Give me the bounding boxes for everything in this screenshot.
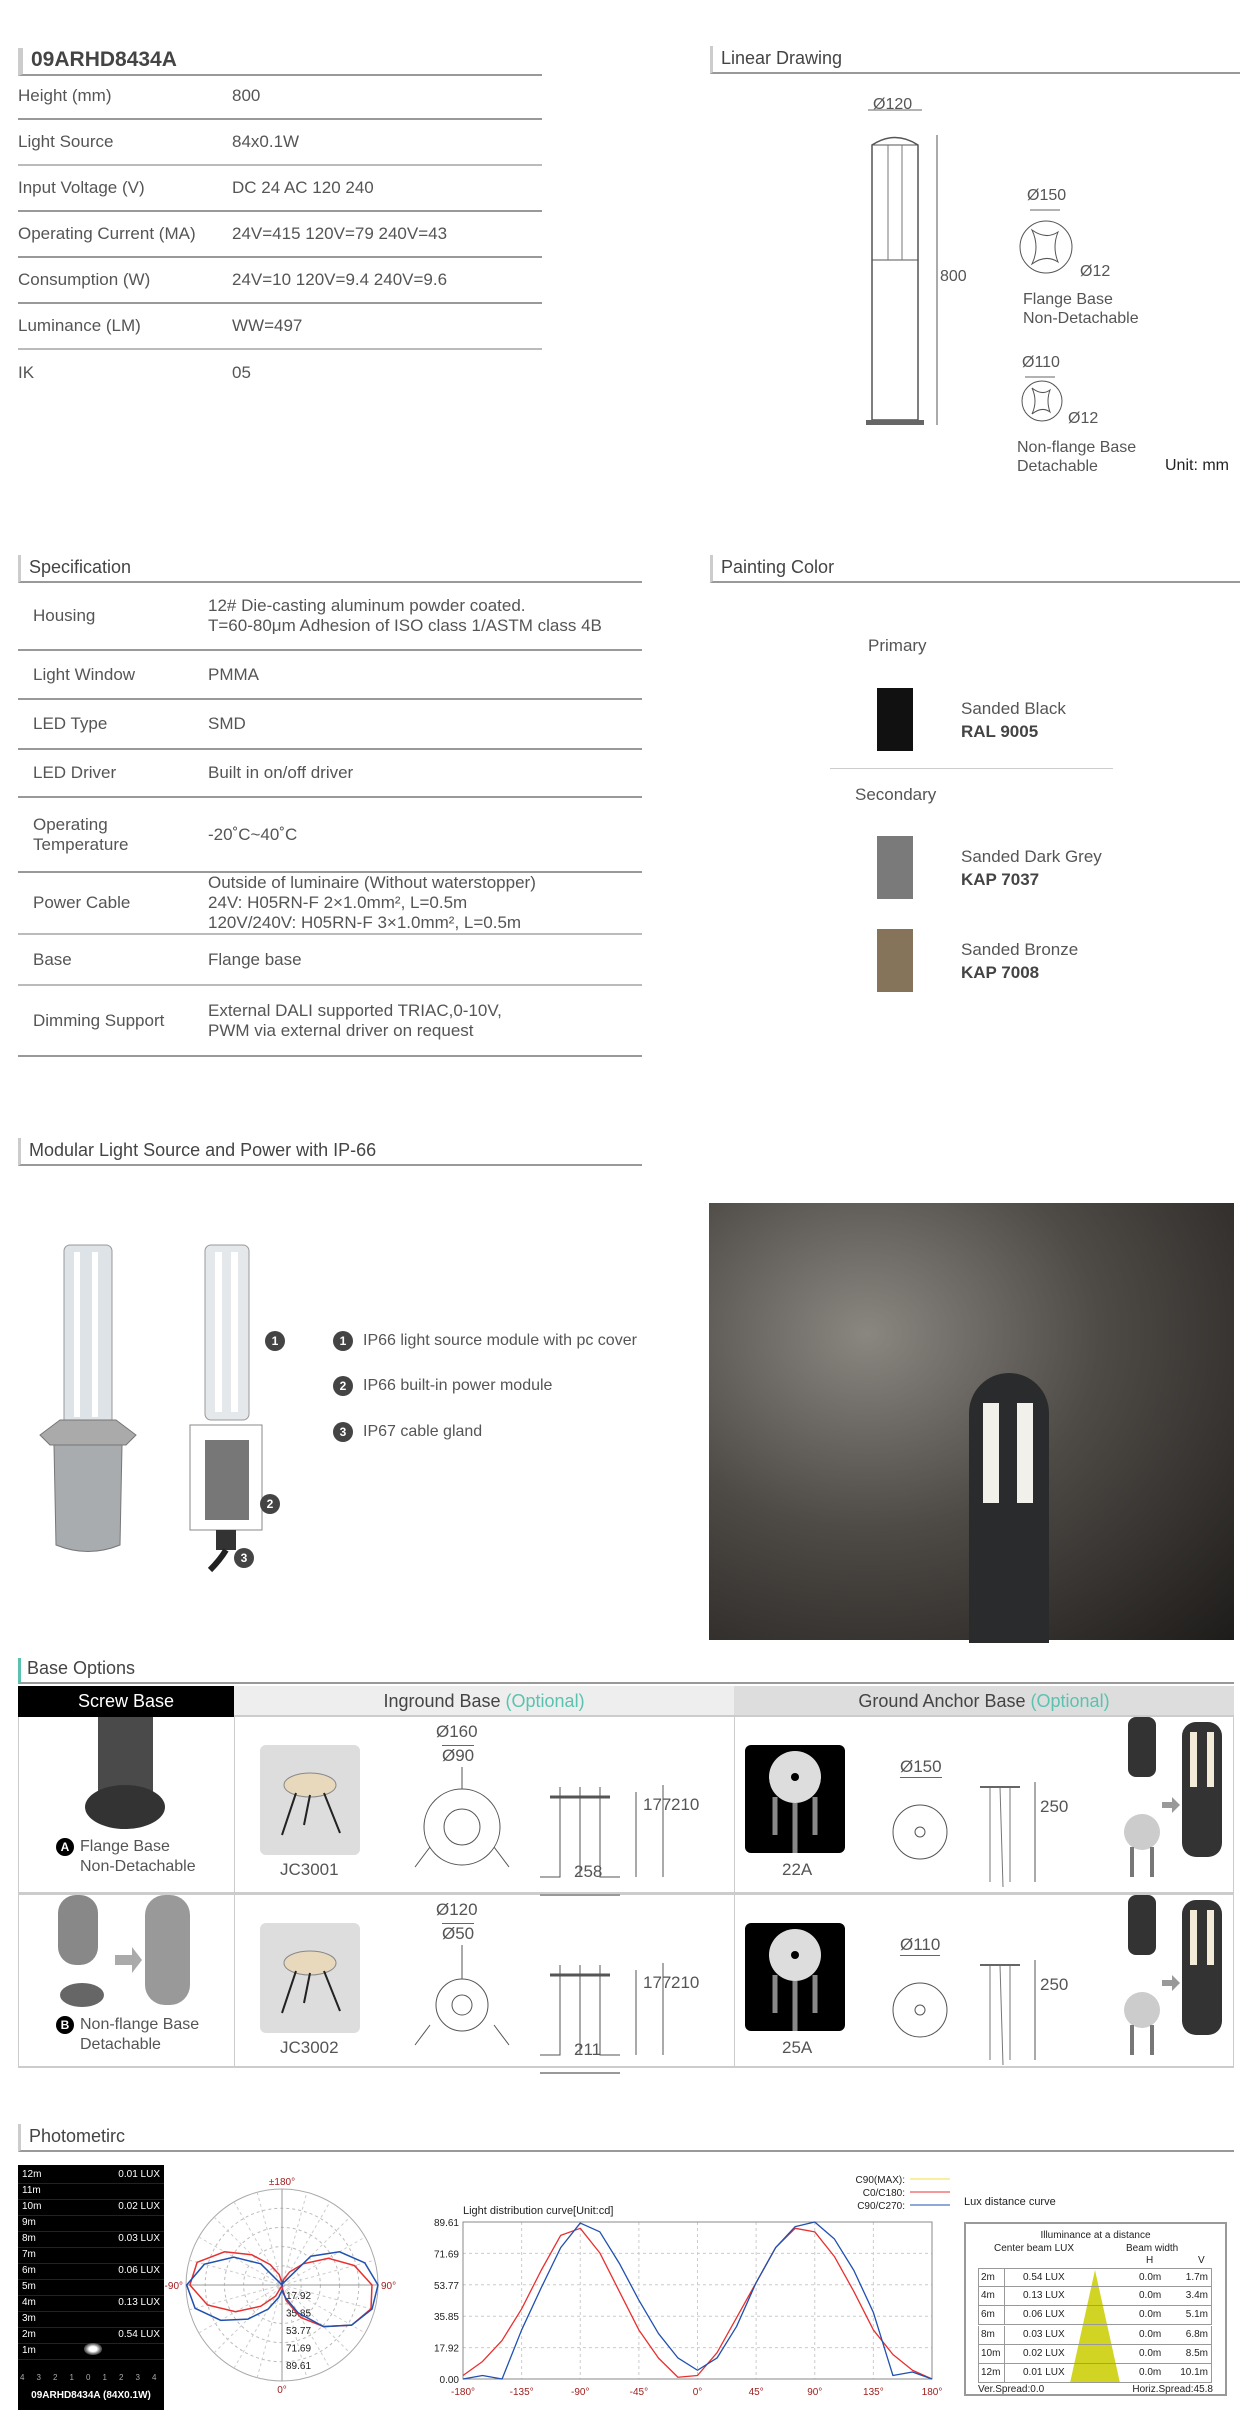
- lux-distance: 8m: [981, 2328, 995, 2340]
- tab-inground-base[interactable]: Inground Base (Optional): [234, 1686, 734, 1717]
- light-distribution-chart: [420, 2165, 960, 2410]
- grid-line: [18, 2327, 164, 2328]
- lux-value: 0.13 LUX: [1023, 2290, 1065, 2302]
- base-option-label: [56, 1837, 196, 1877]
- spec-row: [18, 74, 542, 120]
- spec-value: 84x0.1W: [232, 132, 300, 151]
- polar-radius-label: 71.69: [286, 2343, 312, 2355]
- grid-line: [18, 2199, 164, 2200]
- spec-value-line: 12# Die-casting aluminum powder coated.: [208, 596, 526, 615]
- spec-label: Input Voltage (V): [18, 178, 145, 197]
- module-item-number: 2: [333, 1376, 353, 1396]
- base-product-image: [40, 1717, 210, 1837]
- inground-model: JC3002: [280, 2038, 339, 2057]
- lux-value: 0.03 LUX: [1023, 2328, 1065, 2340]
- x-tick: 1: [69, 2373, 74, 2382]
- color-swatch: [877, 929, 913, 992]
- distance-label: 7m: [22, 2249, 36, 2260]
- grid-line: [18, 2295, 164, 2296]
- inground-width: 211: [574, 2040, 602, 2059]
- anchor-base-image: [745, 1923, 845, 2031]
- lux-distance: 10m: [981, 2347, 1001, 2359]
- color-code: KAP 7037: [961, 870, 1040, 889]
- color-swatch: [877, 688, 913, 751]
- lux-table: [964, 2222, 1227, 2396]
- module-item: [333, 1331, 637, 1351]
- inground-inner-dia: Ø90: [442, 1746, 475, 1765]
- base-option-label: [56, 2015, 199, 2055]
- anchor-dia: Ø110: [900, 1935, 941, 1954]
- module-item: [333, 1376, 552, 1396]
- y-tick-label: 53.77: [433, 2280, 459, 2292]
- beam-h: 0.0m: [1139, 2272, 1162, 2283]
- polar-chart: [164, 2175, 397, 2405]
- polar-radius-label: 35.85: [286, 2308, 312, 2320]
- spec-label: Light Source: [18, 132, 114, 151]
- nonflange-dia: Ø110: [1022, 354, 1060, 371]
- distance-label: 9m: [22, 2217, 36, 2228]
- spec-value-line: Built in on/off driver: [208, 763, 354, 782]
- distance-label: 12m: [22, 2169, 42, 2180]
- anchor-dia: Ø150: [900, 1757, 942, 1776]
- nonflange-label: Non-flange Base Detachable: [1017, 439, 1137, 475]
- spec-row: [18, 304, 542, 350]
- spec-label: LED Driver: [33, 763, 117, 782]
- spec-label: Dimming Support: [33, 1010, 165, 1030]
- x-tick-label: 135°: [863, 2387, 884, 2398]
- secondary-label: Secondary: [855, 785, 937, 804]
- primary-label: Primary: [868, 636, 927, 655]
- light-spot: [84, 2343, 102, 2355]
- anchor-product-image: [1110, 1717, 1230, 1887]
- grid-line: [18, 2247, 164, 2248]
- anchor-drawing: [885, 1970, 1055, 2090]
- spec-value: 05: [232, 363, 251, 382]
- lux-distance: 4m: [981, 2290, 995, 2302]
- base-label-2: Detachable: [80, 2036, 161, 2053]
- lux-table-row: [978, 2364, 1212, 2383]
- spec-label: Height (mm): [18, 86, 112, 105]
- linear-drawing-header: Linear Drawing: [710, 46, 1240, 74]
- specification-row: [18, 700, 642, 750]
- lux-table-row: [978, 2268, 1212, 2287]
- spec-label: Operating Temperature: [33, 814, 129, 854]
- flange-label: Flange Base Non-Detachable: [1023, 291, 1139, 327]
- base-label-1: Non-flange Base: [80, 2016, 200, 2033]
- lux-value: 0.01 LUX: [1023, 2367, 1065, 2378]
- spec-value-line: PMMA: [208, 664, 259, 684]
- spec-value: 800: [232, 86, 261, 105]
- spec-row: [18, 166, 542, 212]
- dim-diameter: Ø120: [873, 96, 913, 113]
- lux-table-row: [978, 2287, 1212, 2306]
- lux-distance: 6m: [981, 2309, 995, 2321]
- x-tick-label: 0°: [692, 2387, 703, 2398]
- grid-line: [18, 2231, 164, 2232]
- lux-distance: 12m: [981, 2367, 1001, 2378]
- distance-label: 2m: [22, 2329, 36, 2340]
- spec-value-line: 120V/240V: H05RN-F 3×1.0mm², L=0.5m: [208, 913, 522, 932]
- unit-label: Unit: mm: [1165, 457, 1229, 474]
- spec-value: [208, 1001, 502, 1041]
- distance-label: 5m: [22, 2281, 36, 2292]
- x-tick-label: 180°: [921, 2387, 943, 2398]
- specification-header: Specification: [18, 555, 642, 583]
- x-tick: 2: [53, 2373, 58, 2382]
- y-tick-label: 35.85: [433, 2312, 459, 2324]
- polar-angle-label: ±180°: [268, 2177, 296, 2188]
- beam-v: 6.8m: [1185, 2328, 1208, 2340]
- spec-value-line: PWM via external driver on request: [208, 1020, 474, 1040]
- base-badge: A: [56, 1838, 74, 1856]
- x-tick: 3: [36, 2373, 41, 2382]
- beam-v: 3.4m: [1185, 2290, 1208, 2302]
- spec-value: [208, 763, 353, 783]
- module-images: [30, 1240, 280, 1570]
- flange-hole: Ø12: [1080, 263, 1111, 280]
- lux-distance: 2m: [981, 2272, 995, 2283]
- lux-label: 0.06 LUX: [118, 2265, 160, 2276]
- grid-line: [18, 2359, 164, 2360]
- nonflange-hole: Ø12: [1068, 410, 1099, 427]
- module-item-number: 3: [333, 1422, 353, 1442]
- lux-table-head: Center beam LUX: [994, 2243, 1075, 2254]
- spec-label: IK: [18, 363, 35, 382]
- x-tick: 1: [102, 2373, 107, 2382]
- spec-label: Light Window: [33, 664, 136, 684]
- lux-table-head: Illuminance at a distance: [1040, 2230, 1151, 2241]
- chart-title: Light distribution curve[Unit:cd]: [463, 2205, 614, 2217]
- y-tick-label: 0.00: [439, 2375, 459, 2386]
- legend-label: C90(MAX):: [855, 2175, 905, 2186]
- lux-label: 0.54 LUX: [118, 2329, 160, 2340]
- spec-value-line: Outside of luminaire (Without waterstopper): [208, 873, 536, 892]
- anchor-height: 250: [1040, 1797, 1069, 1816]
- inground-base-image: [260, 1923, 360, 2033]
- beam-v: 10.1m: [1180, 2367, 1208, 2378]
- spec-value: 24V=10 120V=9.4 240V=9.6: [232, 270, 448, 289]
- spec-value-line: Flange base: [208, 949, 302, 969]
- y-tick-label: 71.69: [433, 2249, 459, 2261]
- callout-2: 2: [260, 1494, 280, 1514]
- polar-angle-label: 0°: [277, 2385, 287, 2396]
- grid-line: [18, 2311, 164, 2312]
- anchor-product-image: [1110, 1895, 1230, 2065]
- spec-label: LED Type: [33, 714, 108, 733]
- lux-table-row: [978, 2345, 1212, 2364]
- base-options-header: Base Options: [18, 1658, 1234, 1684]
- y-tick-label: 89.61: [433, 2218, 459, 2229]
- x-tick-label: -180°: [450, 2387, 476, 2398]
- base-label-2: Non-Detachable: [80, 1858, 196, 1875]
- dim-height: 800: [940, 268, 967, 285]
- color-code: KAP 7008: [961, 963, 1040, 982]
- inground-drawing: [410, 1945, 670, 2075]
- lux-table-head: V: [1198, 2255, 1205, 2266]
- module-item-text: IP66 built-in power module: [363, 1377, 553, 1394]
- base-label-1: Flange Base: [80, 1838, 170, 1855]
- distance-label: 11m: [22, 2185, 41, 2196]
- color-name: Sanded Black: [961, 699, 1066, 718]
- polar-radius-label: 89.61: [286, 2361, 312, 2372]
- lux-label: 0.13 LUX: [118, 2297, 160, 2308]
- x-tick-label: 45°: [748, 2387, 764, 2398]
- spec-value: DC 24 AC 120 240: [232, 178, 374, 197]
- tab-screw-base[interactable]: Screw Base: [18, 1686, 234, 1717]
- spec-label: Consumption (W): [18, 270, 151, 289]
- color-code: RAL 9005: [961, 722, 1039, 741]
- beam-h: 0.0m: [1139, 2367, 1162, 2378]
- grid-line: [18, 2263, 164, 2264]
- spec-value-line: External DALI supported TRIAC,0-10V,: [208, 1000, 502, 1020]
- color-divider: [830, 768, 1113, 769]
- specification-row: [18, 750, 642, 798]
- lux-grid-image: [18, 2165, 164, 2410]
- lux-label: 0.03 LUX: [118, 2233, 160, 2244]
- beam-v: 8.5m: [1185, 2347, 1208, 2359]
- distance-label: 4m: [22, 2297, 36, 2308]
- inground-height-1: 177: [643, 1973, 672, 1992]
- spec-value: 24V=415 120V=79 240V=43: [232, 224, 448, 243]
- beam-h: 0.0m: [1139, 2290, 1162, 2302]
- spec-row: [18, 212, 542, 258]
- beam-v: 5.1m: [1185, 2309, 1208, 2321]
- distance-label: 8m: [22, 2233, 36, 2244]
- base-product-image: [40, 1895, 210, 2015]
- spec-row: [18, 258, 542, 304]
- spec-value: WW=497: [232, 316, 303, 335]
- flange-dia: Ø150: [1027, 187, 1067, 204]
- anchor-height: 250: [1040, 1975, 1069, 1994]
- spec-value-line: 24V: H05RN-F 2×1.0mm², L=0.5m: [208, 893, 468, 912]
- color-name: Sanded Dark Grey: [961, 847, 1102, 866]
- module-item-text: IP66 light source module with pc cover: [363, 1332, 637, 1349]
- polar-radius-label: 53.77: [286, 2326, 312, 2337]
- x-tick: 2: [119, 2373, 124, 2382]
- x-tick-label: -90°: [571, 2387, 590, 2398]
- inground-inner-dia: Ø50: [442, 1924, 475, 1943]
- module-item: [333, 1422, 482, 1442]
- lux-label: 0.02 LUX: [118, 2201, 160, 2212]
- lux-table-row: [978, 2306, 1212, 2325]
- inground-height-2: 210: [671, 1795, 700, 1814]
- linear-drawing: [700, 90, 1250, 490]
- distance-label: 1m: [22, 2345, 36, 2356]
- beam-h: 0.0m: [1139, 2328, 1162, 2340]
- lux-value: 0.54 LUX: [1023, 2272, 1065, 2283]
- horiz-spread: Horiz.Spread:45.8: [1132, 2384, 1213, 2395]
- callout-3: 3: [234, 1548, 254, 1568]
- spec-label: Luminance (LM): [18, 316, 141, 335]
- base-badge: B: [56, 2016, 74, 2034]
- polar-angle-label: 90°: [381, 2281, 397, 2292]
- x-tick-label: -135°: [509, 2387, 534, 2398]
- inground-outer-dia: Ø160: [436, 1722, 478, 1741]
- specification-row: [18, 651, 642, 700]
- anchor-model: 22A: [782, 1860, 813, 1879]
- anchor-base-image: [745, 1745, 845, 1853]
- product-photo: [709, 1203, 1234, 1640]
- module-item-number: 1: [333, 1331, 353, 1351]
- distance-label: 3m: [22, 2313, 36, 2324]
- lux-distance-title: Lux distance curve: [964, 2196, 1056, 2208]
- lux-table-head: Beam width: [1126, 2243, 1179, 2254]
- x-tick: 4: [152, 2373, 157, 2382]
- spec-value-line: SMD: [208, 714, 246, 733]
- polar-angle-label: -90°: [164, 2281, 183, 2292]
- spec-value: [208, 665, 259, 685]
- specification-row: [18, 583, 642, 651]
- callout-1: 1: [265, 1331, 285, 1351]
- lux-value: 0.02 LUX: [1023, 2347, 1065, 2359]
- legend-label: C90/C270:: [857, 2201, 905, 2212]
- specification-row: [18, 798, 642, 873]
- distance-label: 6m: [22, 2265, 36, 2276]
- modular-header: Modular Light Source and Power with IP-66: [18, 1138, 642, 1166]
- color-text: [961, 697, 1066, 743]
- inground-base-image: [260, 1745, 360, 1855]
- spec-value: [208, 950, 302, 970]
- x-tick-label: 90°: [807, 2387, 823, 2398]
- anchor-drawing: [885, 1792, 1055, 1912]
- tab-ground-anchor-base[interactable]: Ground Anchor Base (Optional): [734, 1686, 1234, 1717]
- inground-outer-dia: Ø120: [436, 1900, 478, 1919]
- lux-table-row: [978, 2326, 1212, 2345]
- inground-model: JC3001: [280, 1860, 339, 1879]
- model-title: 09ARHD8434A: [18, 48, 542, 76]
- color-swatch: [877, 836, 913, 899]
- spec-value: [208, 825, 297, 845]
- inground-width: 258: [574, 1862, 603, 1881]
- ver-spread: Ver.Spread:0.0: [978, 2384, 1045, 2395]
- photometric-header: Photometirc: [18, 2124, 1234, 2152]
- spec-value: [208, 596, 602, 636]
- inground-drawing: [410, 1767, 670, 1897]
- specification-row: [18, 935, 642, 986]
- spec-label: Base: [33, 949, 72, 969]
- grid-line: [18, 2215, 164, 2216]
- inground-height-2: 210: [671, 1973, 700, 1992]
- specification-row: [18, 873, 642, 935]
- spec-label: Operating Current (MA): [18, 224, 196, 243]
- spec-label: Housing: [33, 606, 96, 625]
- specification-row: [18, 986, 642, 1057]
- anchor-model: 25A: [782, 2038, 813, 2057]
- spec-row: [18, 350, 542, 396]
- lux-table-head: H: [1146, 2255, 1154, 2266]
- grid-line: [18, 2279, 164, 2280]
- module-item-text: IP67 cable gland: [363, 1423, 483, 1440]
- x-tick-label: -45°: [629, 2387, 649, 2398]
- beam-h: 0.0m: [1139, 2309, 1162, 2321]
- spec-label: Power Cable: [33, 893, 131, 912]
- color-text: [961, 938, 1078, 984]
- legend-label: C0/C180:: [862, 2188, 905, 2199]
- grid-line: [18, 2183, 164, 2184]
- spec-row: [18, 120, 542, 166]
- spec-value: [208, 873, 536, 933]
- x-tick: 4: [20, 2373, 25, 2382]
- lux-value: 0.06 LUX: [1023, 2309, 1065, 2321]
- spec-value-line: T=60-80μm Adhesion of ISO class 1/ASTM class 4B: [208, 616, 602, 635]
- x-tick: 0: [86, 2373, 91, 2382]
- color-text: [961, 845, 1102, 891]
- spec-value: [208, 714, 246, 734]
- lux-grid-caption: 09ARHD8434A (84X0.1W): [31, 2390, 151, 2401]
- inground-height-1: 177: [643, 1795, 672, 1814]
- lux-label: 0.01 LUX: [118, 2169, 160, 2180]
- painting-color-header: Painting Color: [710, 555, 1240, 583]
- beam-v: 1.7m: [1185, 2272, 1208, 2283]
- y-tick-label: 17.92: [433, 2343, 459, 2355]
- spec-value-line: -20˚C~40˚C: [208, 824, 298, 844]
- distance-label: 10m: [22, 2201, 42, 2212]
- beam-h: 0.0m: [1139, 2347, 1162, 2359]
- color-name: Sanded Bronze: [961, 940, 1079, 959]
- polar-radius-label: 17.92: [286, 2291, 312, 2302]
- x-tick: 3: [135, 2373, 140, 2382]
